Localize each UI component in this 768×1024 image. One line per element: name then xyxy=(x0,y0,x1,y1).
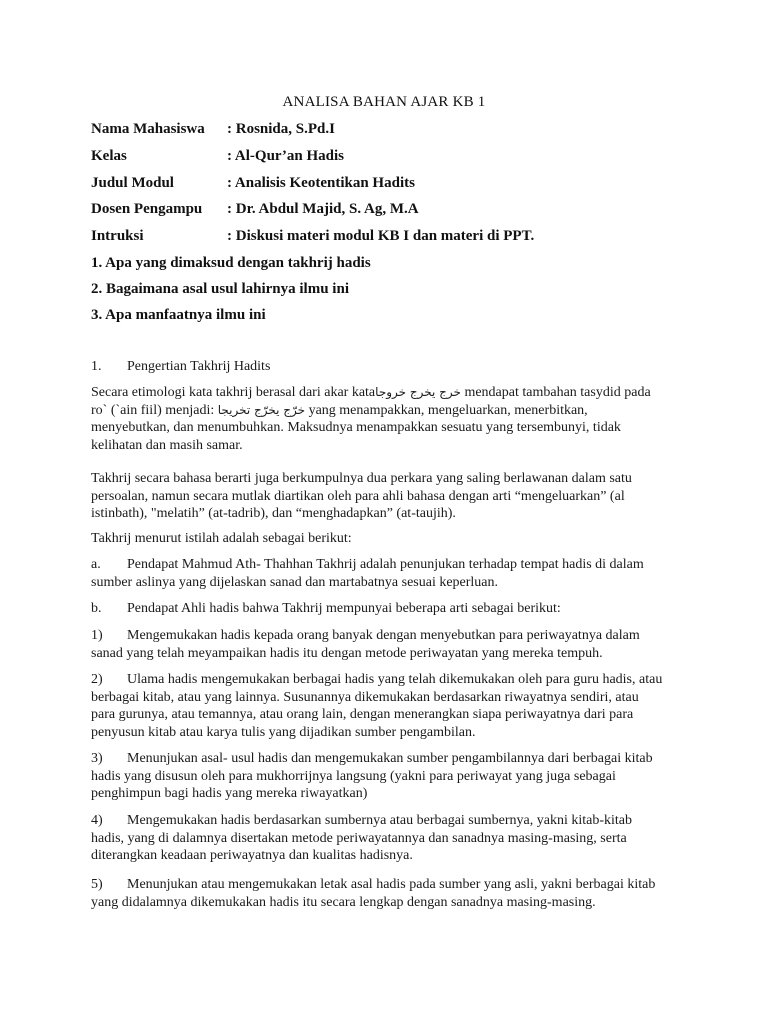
section-heading xyxy=(91,358,666,376)
meta-label: Dosen Pengampu xyxy=(91,201,203,217)
point-marker: a. xyxy=(91,557,101,572)
paragraph-point-a xyxy=(91,556,666,591)
meta-label: Intruksi xyxy=(91,228,144,244)
paragraph-text: Takhrij secara bahasa berarti juga berkumpulnya dua perkara yang saling berlawanan dalam satu persoalan, namun secara mutlak diartikan oleh para ahli bahasa dengan arti “mengeluarkan” (al istinbath), "melatih” (at-tadrib), dan “menghadapkan” (at-taujih). xyxy=(91,471,632,522)
point-marker: b. xyxy=(91,601,102,616)
meta-row-intruksi xyxy=(91,228,534,245)
item-text: Ulama hadis mengemukakan berbagai hadis yang telah dikemukakan oleh para guru hadis, atau berbagai kitab, atau yang lainnya. Susunannya dikemukakan berdasarkan riwayatnya sendiri, atau para gurunya, atau temannya, atau orang lain, dengan menerangkan siapa periwayatnya dari para penyusun kitab atau karya tulis yang dijadikan sumber pengambilan. xyxy=(91,672,663,740)
meta-row-judul-modul xyxy=(91,175,415,192)
section-number: 1. xyxy=(91,359,102,374)
paragraph-point-b xyxy=(91,600,666,618)
meta-value: : Rosnida, S.Pd.I xyxy=(227,121,335,137)
meta-row-kelas xyxy=(91,148,344,165)
list-item-4 xyxy=(91,812,666,865)
paragraph-istilah xyxy=(91,530,666,548)
meta-label: Nama Mahasiswa xyxy=(91,121,205,137)
item-number: 1) xyxy=(91,628,103,643)
paragraph-text: Takhrij menurut istilah adalah sebagai berikut: xyxy=(91,531,352,546)
list-item-1 xyxy=(91,627,666,662)
meta-value: : Al-Qur’an Hadis xyxy=(227,148,344,164)
meta-value: : Dr. Abdul Majid, S. Ag, M.A xyxy=(227,201,419,217)
paragraph-bahasa xyxy=(91,470,666,523)
question-1: 1. Apa yang dimaksud dengan takhrij hadis xyxy=(91,255,371,271)
meta-row-dosen xyxy=(91,201,419,218)
item-text: Menunjukan asal- usul hadis dan mengemukakan sumber pengambilannya dari berbagai kitab hadis yang disusun oleh para mukhorrijnya langsung (yakni para periwayat yang juga sebagai penghimpun bagi hadis yang mereka riwayatkan) xyxy=(91,751,653,802)
item-text: Mengemukakan hadis berdasarkan sumbernya atau berbagai sumbernya, yakni kitab-kitab hadis, yang di dalamnya disertakan metode periwayatannya dan sanadnya masing-masing, serta diterangkan keadaan periwayatnya dan kualitas hadisnya. xyxy=(91,813,632,864)
section-title: Pengertian Takhrij Hadits xyxy=(127,359,271,374)
meta-label: Judul Modul xyxy=(91,175,174,191)
list-item-2 xyxy=(91,671,666,741)
paragraph-etimologi xyxy=(91,384,666,454)
paragraph-text: pada ro` (`ain fiil) menjadi: xyxy=(91,385,651,418)
paragraph-text: Pendapat Ahli hadis bahwa Takhrij mempunyai beberapa arti sebagai berikut: xyxy=(127,601,561,616)
question-3: 3. Apa manfaatnya ilmu ini xyxy=(91,307,266,323)
paragraph-text: mendapat tambahan tasydid xyxy=(464,385,621,400)
meta-row-nama xyxy=(91,121,335,138)
item-text: Mengemukakan hadis kepada orang banyak dengan menyebutkan para periwayatnya dalam sanad yang telah meyampaikan hadis itu dengan metode periwayatan yang mereka tempuh. xyxy=(91,628,640,661)
arabic-text: خرج يخرج خروجا xyxy=(375,385,461,399)
meta-label: Kelas xyxy=(91,148,127,164)
list-item-5 xyxy=(91,876,666,911)
item-text: Menunjukan atau mengemukakan letak asal hadis pada sumber yang asli, yakni berbagai kitab yang didalamnya dikemukakan hadis itu secara lengkap dengan sanadnya masing-masing. xyxy=(91,877,656,910)
paragraph-text: Pendapat Mahmud Ath- Thahhan Takhrij adalah penunjukan terhadap tempat hadis di dalam sumber aslinya yang dijelaskan sanad dan martabatnya sesuai keperluan. xyxy=(91,557,644,590)
list-item-3 xyxy=(91,750,666,803)
question-2: 2. Bagaimana asal usul lahirnya ilmu ini xyxy=(91,281,349,297)
meta-value: : Analisis Keotentikan Hadits xyxy=(227,175,415,191)
arabic-text: خرّج يخرّج تخريجا xyxy=(217,402,306,417)
item-number: 4) xyxy=(91,813,103,828)
meta-value: : Diskusi materi modul KB I dan materi di PPT. xyxy=(227,228,535,244)
document-title: ANALISA BAHAN AJAR KB 1 xyxy=(282,94,486,110)
item-number: 5) xyxy=(91,877,103,892)
item-number: 3) xyxy=(91,751,103,766)
paragraph-text: yang menampakkan, mengeluarkan, menerbitkan, menyebutkan, dan menumbuhkan. Maksudnya menampakkan sesuatu yang tersembunyi, tidak kelihatan dan masih samar. xyxy=(91,402,621,453)
paragraph-text: Secara etimologi kata takhrij berasal dari akar kata xyxy=(91,385,376,400)
item-number: 2) xyxy=(91,672,103,687)
